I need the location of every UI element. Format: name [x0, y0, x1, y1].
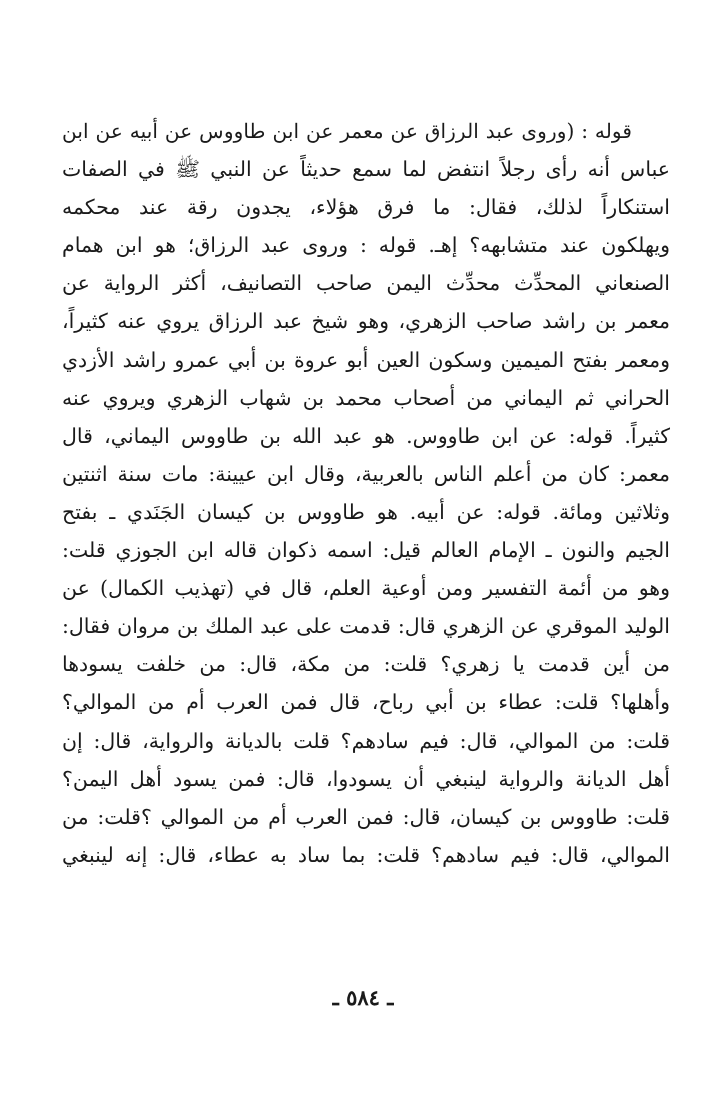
text-line: الوليد الموقري عن الزهري قال: قدمت على عبد الملك بن مروان فقال:	[62, 614, 670, 639]
text-line: كثيراً. قوله: عن ابن طاووس. هو عبد الله بن طاووس اليماني، قال	[62, 423, 670, 448]
text-line: وثلاثين ومائة. قوله: عن أبيه. هو طاووس بن كيسان الجَنَدي ـ بفتح	[62, 499, 670, 524]
text-line: ومعمر بفتح الميمين وسكون العين أبو عروة بن أبي عمرو راشد الأزدي	[62, 347, 670, 372]
text-line: الموالي، قال: فيم سادهم؟ قلت: بما ساد به عطاء، قال: إنه لينبغي	[62, 842, 670, 867]
text-line: عباس أنه رأى رجلاً انتفض لما سمع حديثاً عن النبي ﷺ في الصفات	[62, 157, 670, 182]
text-line: قلت: طاووس بن كيسان، قال: فمن العرب أم من الموالي ؟قلت: من	[62, 804, 670, 829]
text-line: معمر: كان من أعلم الناس بالعربية، وقال ابن عيينة: مات سنة اثنتين	[62, 461, 670, 486]
text-line: قلت: من الموالي، قال: فيم سادهم؟ قلت بالديانة والرواية، قال: إن	[62, 728, 670, 753]
text-line: أهل الديانة والرواية لينبغي أن يسودوا، قال: فمن يسود أهل اليمن؟	[62, 766, 670, 791]
text-line: معمر بن راشد صاحب الزهري، وهو شيخ عبد الرزاق يروي عنه كثيراً،	[62, 309, 670, 334]
text-line: الصنعاني المحدِّث محدِّث اليمن صاحب التصانيف، أكثر الرواية عن	[62, 271, 670, 296]
page-number: ـ ٥٨٤ ـ	[332, 985, 394, 1010]
text-line: وأهلها؟ قلت: عطاء بن أبي رباح، قال فمن العرب أم من الموالي؟	[62, 690, 670, 715]
text-line: الحراني ثم اليماني من أصحاب محمد بن شهاب الزهري ويروي عنه	[62, 385, 670, 410]
text-line: من أين قدمت يا زهري؟ قلت: من مكة، قال: من خلفت يسودها	[62, 652, 670, 677]
text-line: استنكاراً لذلك، فقال: ما فرق هؤلاء، يجدون رقة عند محكمه	[62, 195, 670, 220]
text-line: الجيم والنون ـ الإمام العالم قيل: اسمه ذكوان قاله ابن الجوزي قلت:	[62, 538, 670, 563]
text-line: وهو من أئمة التفسير ومن أوعية العلم، قال في (تهذيب الكمال) عن	[62, 576, 670, 601]
text-line: قوله : (وروى عبد الرزاق عن معمر عن ابن طاووس عن أبيه عن ابن	[62, 119, 632, 143]
text-line: ويهلكون عند متشابهه؟ إهـ. قوله : وروى عبد الرزاق؛ هو ابن همام	[62, 233, 670, 258]
body-text	[62, 112, 670, 874]
